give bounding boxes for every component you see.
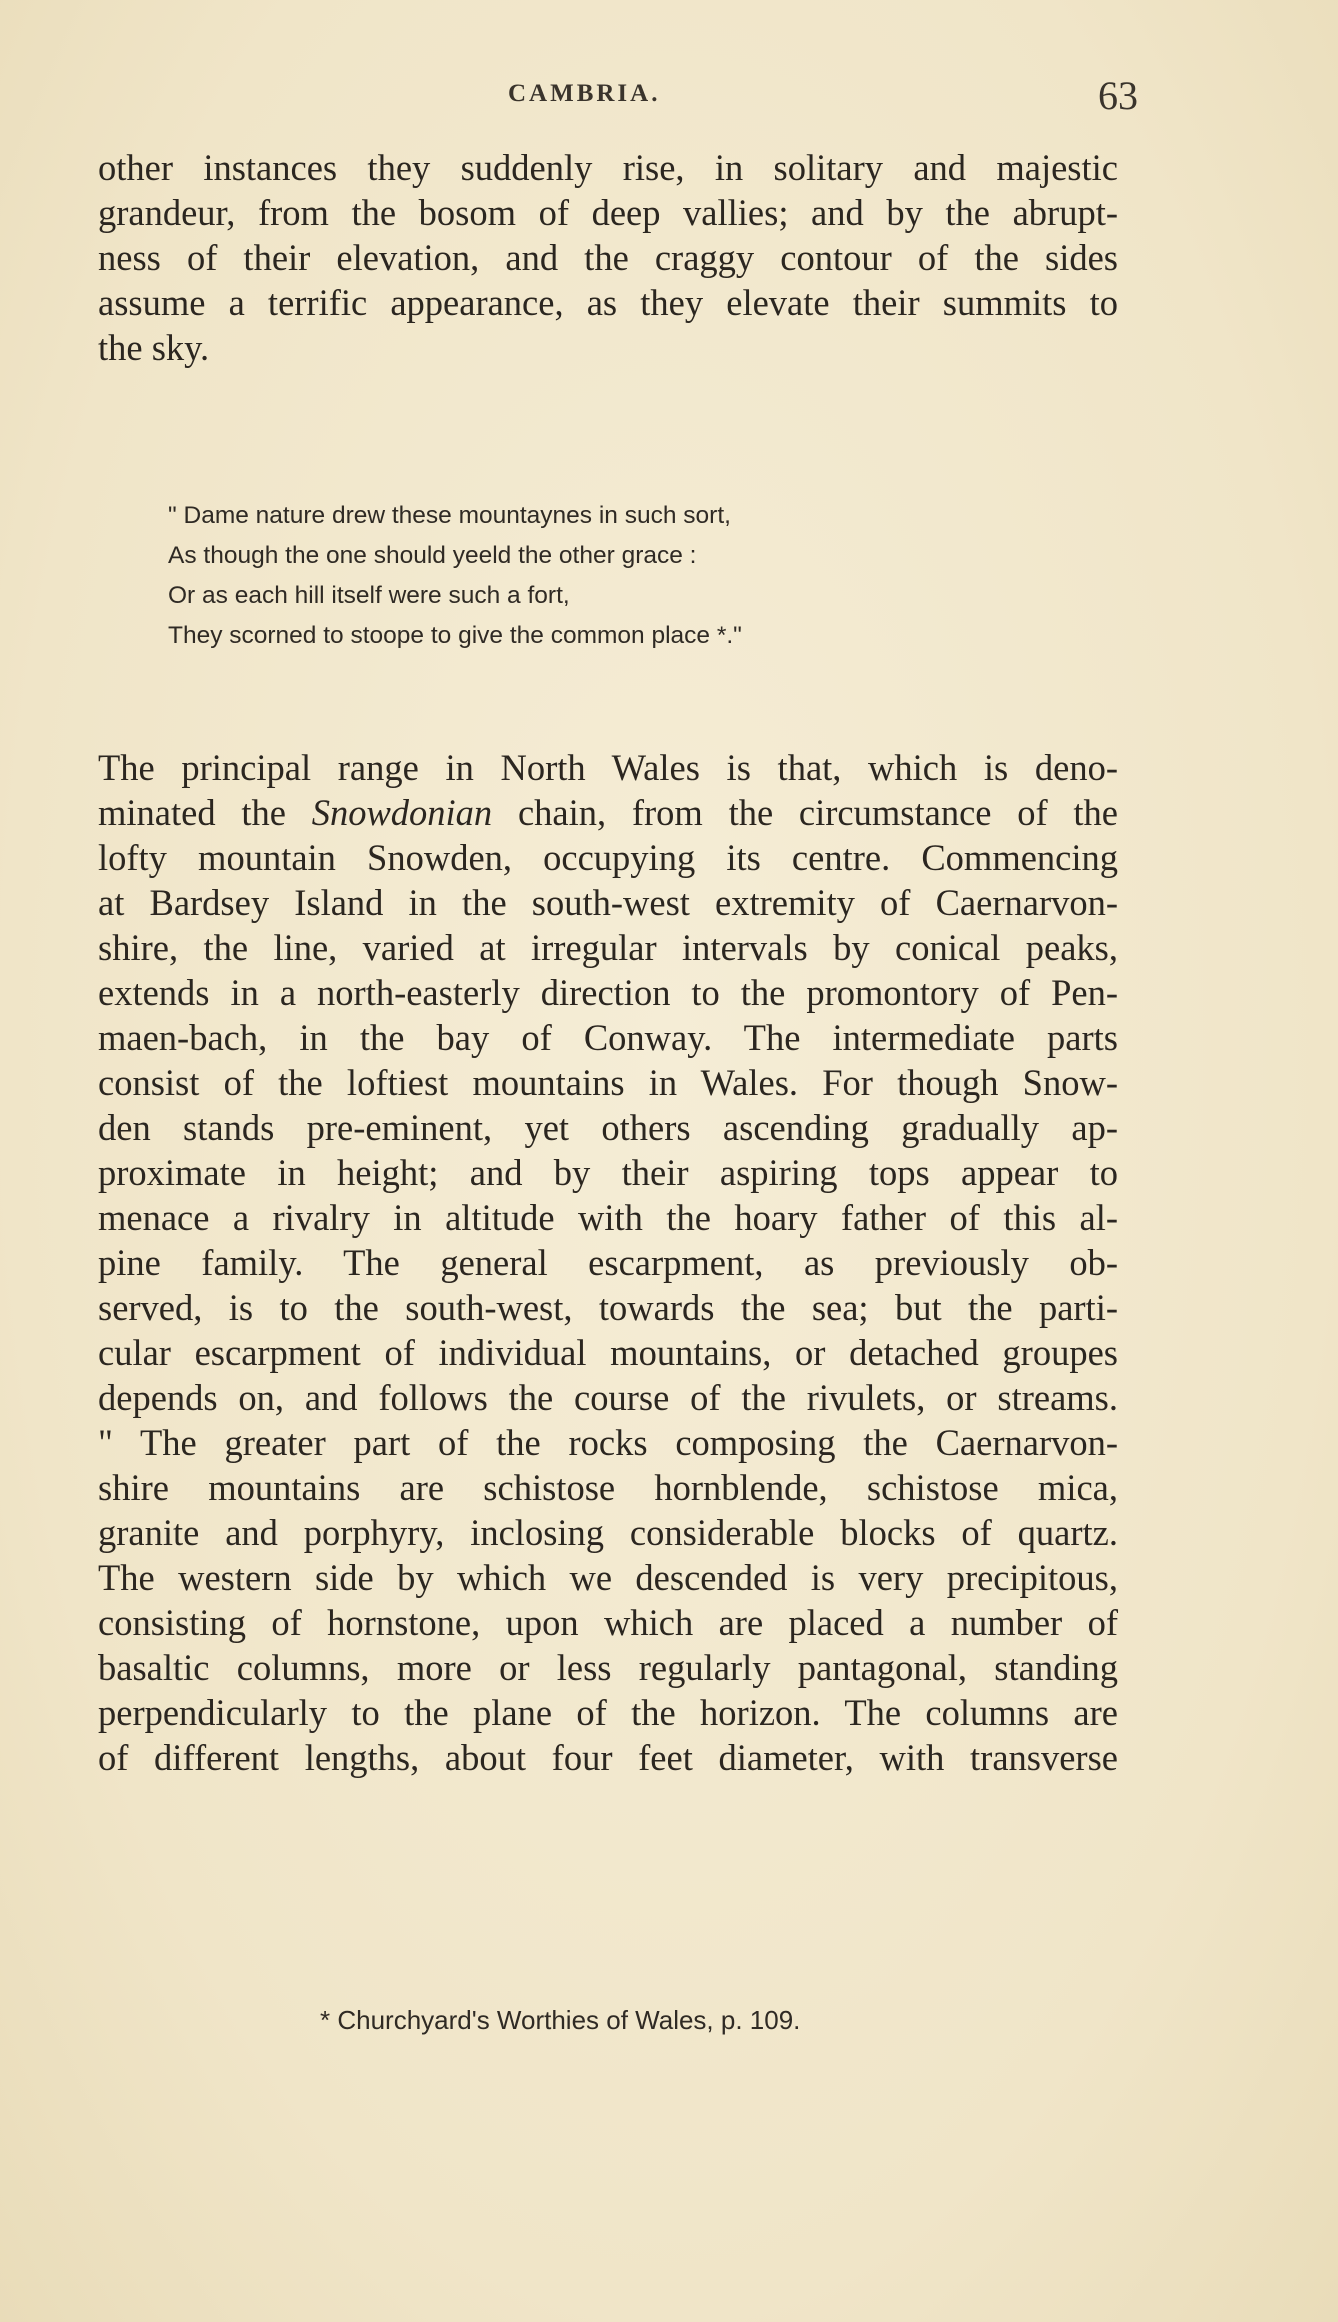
text-line: granite and porphyry, inclosing considerable blocks of quartz.: [98, 1512, 1118, 1553]
text-line: " The greater part of the rocks composing the Caernarvon-: [98, 1422, 1118, 1463]
text-line: proximate in height; and by their aspiring tops appear to: [98, 1152, 1118, 1193]
text-line: assume a terrific appearance, as they elevate their summits to: [98, 282, 1118, 323]
text-line: pine family. The general escarpment, as previously ob-: [98, 1242, 1118, 1283]
verse-line: They scorned to stoope to give the common place *.": [168, 622, 742, 649]
running-head-title: CAMBRIA.: [508, 80, 661, 107]
text-line: menace a rivalry in altitude with the hoary father of this al-: [98, 1197, 1118, 1238]
text-line: consisting of hornstone, upon which are placed a number of: [98, 1602, 1118, 1643]
text-line: served, is to the south-west, towards the sea; but the parti-: [98, 1287, 1118, 1328]
running-head: [0, 72, 1338, 118]
text-line: ness of their elevation, and the craggy contour of the sides: [98, 237, 1118, 278]
text-line: [98, 790, 1118, 835]
text-line: shire mountains are schistose hornblende, schistose mica,: [98, 1467, 1118, 1508]
text-line: basaltic columns, more or less regularly pantagonal, standing: [98, 1647, 1118, 1688]
text-line: lofty mountain Snowden, occupying its centre. Commencing: [98, 837, 1118, 878]
verse-quotation: [168, 496, 742, 656]
text-line: perpendicularly to the plane of the horizon. The columns are: [98, 1692, 1118, 1733]
text-line: cular escarpment of individual mountains, or detached groupes: [98, 1332, 1118, 1373]
text-line: at Bardsey Island in the south-west extremity of Caernarvon-: [98, 882, 1118, 923]
text-line: of different lengths, about four feet diameter, with transverse: [98, 1737, 1118, 1778]
text-line: maen-bach, in the bay of Conway. The intermediate parts: [98, 1017, 1118, 1058]
text-line: the sky.: [98, 327, 210, 368]
text-line: The western side by which we descended is very precipitous,: [98, 1557, 1118, 1598]
text-line: extends in a north-easterly direction to the promontory of Pen-: [98, 972, 1118, 1013]
text-line: consist of the loftiest mountains in Wales. For though Snow-: [98, 1062, 1118, 1103]
text-line: The principal range in North Wales is that, which is deno-: [98, 747, 1118, 788]
text-line: shire, the line, varied at irregular intervals by conical peaks,: [98, 927, 1118, 968]
italic-term: Snowdonian: [311, 792, 493, 833]
paragraph-continuation: [98, 145, 1118, 370]
verse-line: Or as each hill itself were such a fort,: [168, 582, 570, 609]
text-line: den stands pre-eminent, yet others ascending gradually ap-: [98, 1107, 1118, 1148]
paragraph-snowdonian-chain: [98, 745, 1118, 1780]
text-line: depends on, and follows the course of the rivulets, or streams.: [98, 1377, 1118, 1418]
text-run: chain, from the circumstance of the: [492, 792, 1118, 833]
text-run: minated the: [98, 792, 312, 833]
verse-line: As though the one should yeeld the other grace :: [168, 542, 697, 569]
footnote: * Churchyard's Worthies of Wales, p. 109.: [320, 2005, 801, 2035]
verse-line: " Dame nature drew these mountaynes in such sort,: [168, 502, 731, 529]
text-line: grandeur, from the bosom of deep vallies; and by the abrupt-: [98, 192, 1118, 233]
text-line: other instances they suddenly rise, in solitary and majestic: [98, 147, 1118, 188]
page-number: 63: [1098, 73, 1138, 118]
